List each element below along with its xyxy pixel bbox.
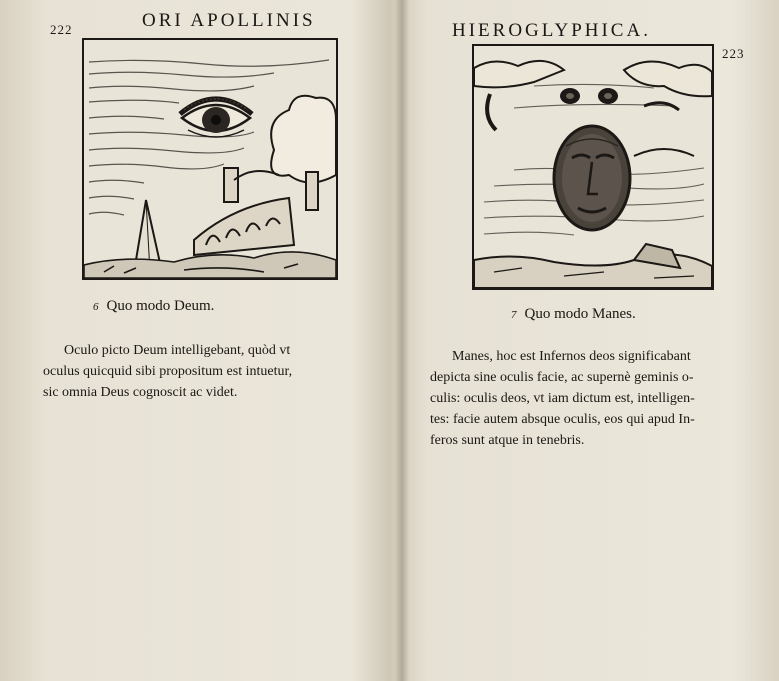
woodcut-eye-illustration	[82, 38, 338, 280]
cloud-icon	[271, 96, 336, 183]
left-page-number: 222	[50, 22, 73, 37]
right-page	[408, 0, 779, 681]
show-through-text	[72, 400, 372, 418]
left-text-line: Oculo picto Deum intelligebant, quòd vt	[64, 343, 291, 358]
two-eyes-icon	[560, 88, 618, 104]
right-text-line: Manes, hoc est Infernos deos significabant	[452, 349, 691, 364]
woodcut-mask-illustration	[472, 44, 714, 290]
eye-woodcut-svg	[84, 40, 336, 278]
right-body-text	[430, 346, 695, 451]
left-running-head: ORI APOLLINIS	[142, 10, 316, 31]
mask-woodcut-svg	[474, 46, 712, 288]
ground-icon	[474, 244, 712, 288]
right-text-line: culis: oculis deos, vt iam dictum est, intelligen-	[430, 391, 695, 406]
left-text-line: sic omnia Deus cognoscit ac videt.	[43, 385, 238, 400]
right-page-number: 223	[722, 46, 745, 61]
left-text-line: oculus quicquid sibi propositum est intuetur,	[43, 364, 293, 379]
eyeless-face-icon	[554, 126, 630, 230]
left-caption-number: 6	[93, 301, 99, 313]
left-caption-text: Quo modo Deum.	[106, 298, 215, 314]
right-running-head: HIEROGLYPHICA.	[452, 20, 651, 41]
hillside-icon	[84, 252, 336, 278]
right-text-line: tes: facie autem absque oculis, eos qui apud In-	[430, 412, 695, 427]
right-caption-text: Quo modo Manes.	[524, 306, 636, 322]
right-text-line: feros sunt atque in tenebris.	[430, 433, 585, 448]
left-body-text	[43, 340, 293, 403]
left-caption	[93, 298, 214, 315]
right-caption-number: 7	[511, 309, 517, 321]
right-caption	[511, 306, 636, 323]
right-text-line: depicta sine oculis facie, ac supernè geminis o-	[430, 370, 694, 385]
eye-icon	[180, 99, 252, 137]
